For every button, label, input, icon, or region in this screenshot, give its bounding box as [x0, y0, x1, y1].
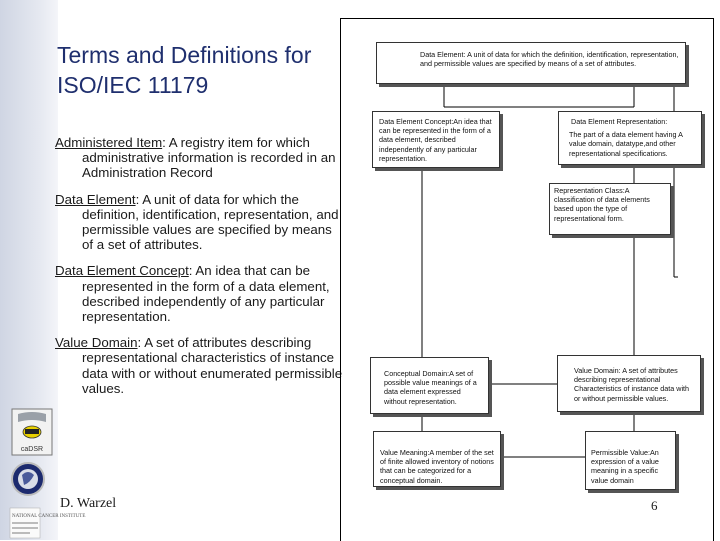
metadata-diagram: [340, 18, 714, 541]
conceptual-domain-text: Conceptual Domain:A set of possible value meanings of a data element expressed without representation.: [384, 369, 477, 406]
value-meaning-text: Value Meaning:A member of the set of finite allowed inventory of notions that can be categorized for a conceptual domain.: [380, 448, 494, 485]
title-line-1: Terms and Definitions for: [57, 42, 312, 68]
definition-term: Data Element: [55, 191, 136, 207]
nci-label: NATIONAL CANCER INSTITUTE: [12, 514, 86, 519]
data-element-representation-box: [558, 111, 702, 165]
permissible-value-box: [585, 431, 676, 490]
nci-logo: [10, 508, 86, 538]
data-element-box: [376, 42, 686, 84]
cadsr-logo: [10, 408, 54, 456]
representation-title: Data Element Representation:: [571, 117, 668, 126]
left-decorative-bar: [0, 0, 58, 540]
representation-class-box: [549, 183, 671, 235]
conceptual-domain-box: [370, 357, 489, 414]
definition-data-element: [55, 192, 345, 253]
author-name: D. Warzel: [60, 496, 117, 511]
definition-data-element-concept: [55, 263, 345, 324]
definition-text: : A set of attributes describing representational characteristics of instance data with or without enumerated permissible values.: [82, 335, 343, 396]
slide-title: [57, 40, 347, 100]
definition-text: : A registry item for which administrative information is recorded in an Administration Record: [82, 135, 336, 181]
definition-administered-item: [55, 135, 345, 181]
data-element-text: Data Element: A unit of data for which the definition, identification, representation, and permissible values are specified by means of a set of attributes.: [420, 50, 679, 69]
cadsr-label: caDSR: [20, 446, 44, 453]
title-line-2: ISO/IEC 11179: [57, 72, 209, 98]
page-number: 6: [651, 498, 658, 513]
definition-term: Data Element Concept: [55, 263, 189, 279]
value-domain-box: [557, 355, 701, 412]
dec-text: Data Element Concept:An idea that can be represented in the form of a data element, described independently of any particular representation.: [379, 117, 492, 163]
definition-term: Administered Item: [55, 135, 163, 150]
definition-text: : A unit of data for which the definition, identification, representation, and permissible values are specified by means of a set of attributes.: [82, 191, 339, 253]
value-meaning-box: [373, 431, 501, 487]
definition-term: Value Domain: [55, 335, 138, 351]
value-domain-text: Value Domain: A set of attributes describing representational Characteristics of instance data with or without permissible values.: [574, 366, 690, 403]
data-element-concept-box: [372, 111, 500, 168]
representation-body: The part of a data element having A value domain, datatype,and other representational specifications.: [569, 130, 683, 158]
definition-text: : An idea that can be represented in the form of a data element, described independently of any particular representation.: [82, 263, 330, 325]
representation-class-text: Representation Class:A classification of data elements based upon the type of representational form.: [554, 186, 650, 223]
definition-value-domain: [55, 335, 345, 396]
permissible-value-text: Permissible Value:An expression of a value meaning in a specific value domain: [591, 448, 659, 485]
definitions-list: [55, 135, 345, 407]
globe-logo: [10, 461, 46, 497]
